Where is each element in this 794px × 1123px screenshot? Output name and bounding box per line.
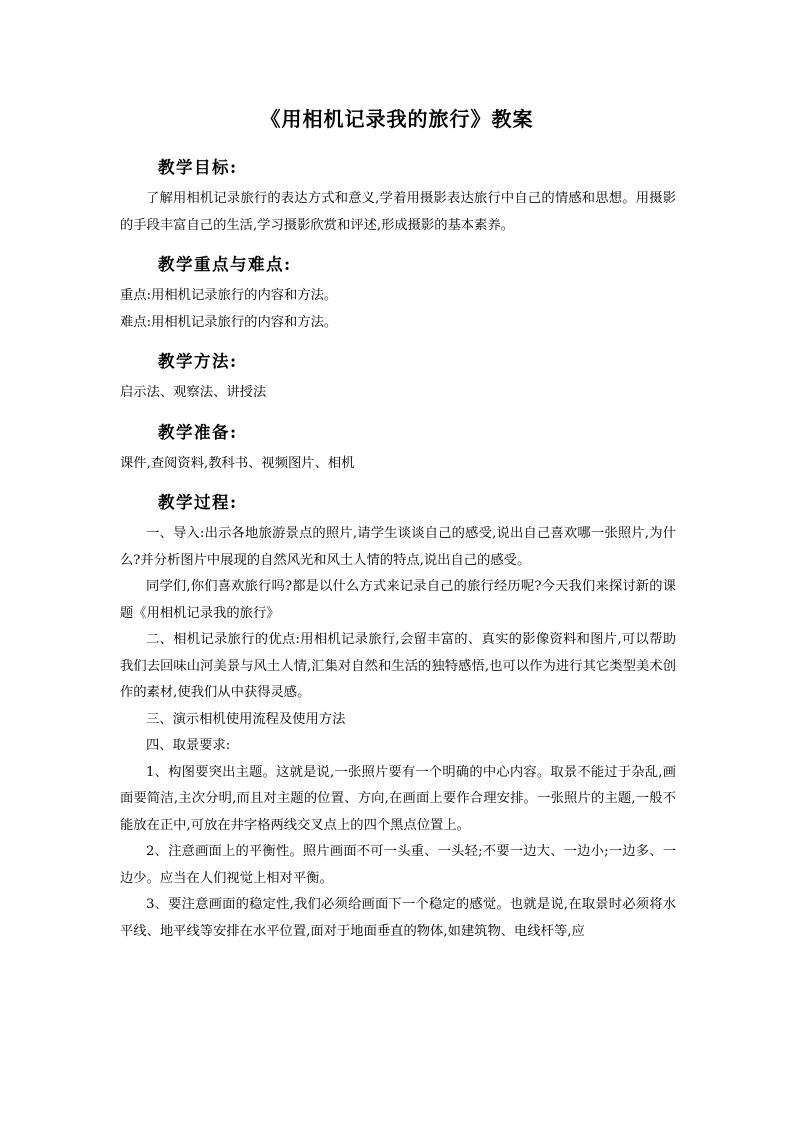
process-paragraph: 2、注意画面上的平衡性。照片画面不可一头重、一头轻;不要一边大、一边小;一边多、一边少。应当在人们视觉上相对平衡。 [120,844,676,886]
process-paragraph: 3、要注意画面的稳定性,我们必须给画面下一个稳定的感觉。也就是说,在取景时必须将水平线、地平线等安排在水平位置,面对于地面垂直的物体,如建筑物、电线杆等,应 [120,897,676,939]
section-heading-key-points: 教学重点与难点: [158,255,292,274]
process-paragraph: 四、取景要求: [146,738,231,753]
difficulty-paragraph: 难点:用相机记录旅行的内容和方法。 [120,314,338,330]
process-paragraph: 二、相机记录旅行的优点:用相机记录旅行,会留丰富的、真实的影像资料和图片,可以帮助我们去回味山河美景与风土人情,汇集对自然和生活的独特感悟,也可以作为进行其它类型美术创作的素材,使我们从中获得灵感。 [120,632,676,700]
section-heading-preparation: 教学准备: [158,422,238,442]
process-paragraph: 一、导入:出示各地旅游景点的照片,请学生谈谈自己的感受,说出自己喜欢哪一张照片,为什么?并分析图片中展现的自然风光和风土人情的特点,说出自己的感受。 [120,526,676,568]
document-title: 《用相机记录我的旅行》教案 [260,107,534,131]
key-point-paragraph: 重点:用相机记录旅行的内容和方法。 [120,288,338,303]
methods-paragraph: 启示法、观察法、讲授法 [120,385,267,400]
process-paragraph: 同学们,你们喜欢旅行吗?都是以什么方式来记录自己的旅行经历呢?今天我们来探讨新的课题《用相机记录我的旅行》 [120,579,676,621]
process-paragraph: 1、构图要突出主题。这就是说,一张照片要有一个明确的中心内容。取景不能过于杂乱,画面要简洁,主次分明,而且对主题的位置、方向,在画面上要作合理安排。一张照片的主题,一般不能放在正中,可放在井字格两线交叉点上的四个黑点位置上。 [120,764,676,833]
section-heading-goals: 教学目标: [158,158,238,177]
goals-paragraph: 了解用相机记录旅行的表达方式和意义,学着用摄影表达旅行中自己的情感和思想。用摄影的手段丰富自己的生活,学习摄影欣赏和评述,形成摄影的基本素养。 [120,191,676,233]
section-heading-process: 教学过程: [158,493,238,512]
process-paragraph: 三、演示相机使用流程及使用方法 [146,711,346,727]
document-body [120,150,676,945]
section-heading-methods: 教学方法: [158,352,238,371]
preparation-paragraph: 课件,查阅资料,教科书、视频图片、相机 [120,455,355,471]
